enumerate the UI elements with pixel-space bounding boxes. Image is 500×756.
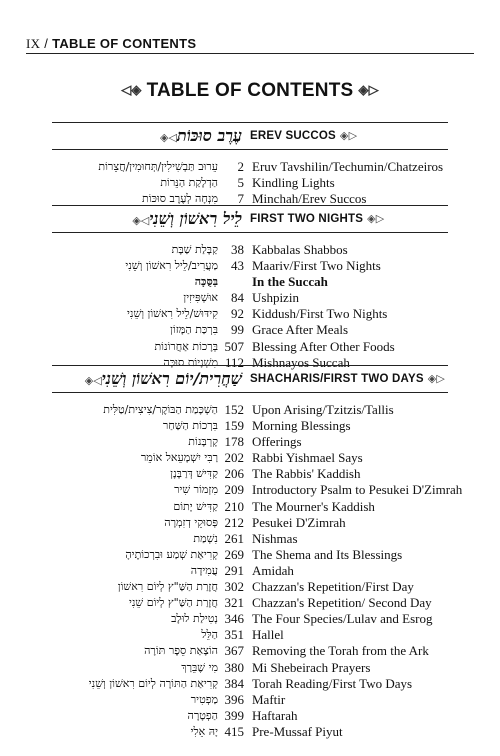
entry-english: Minchah/Erev Succos [252,191,367,207]
entry-list [52,159,448,207]
entry-english: The Mourner's Kaddish [252,498,375,514]
section-header [52,122,448,150]
entry-list [52,242,448,371]
section-header [52,205,448,233]
entry-hebrew: מִשְׁנָיוֹת סוּכָּה [163,355,218,369]
entry-hebrew: קַבָּלַת שַׁבָּת [171,243,218,256]
entry-english: Eruv Tavshilin/Techumin/Chatzeiros [252,159,444,174]
entry-hebrew: רַבִּי יִשְׁמָעֵאל אוֹמֵר [140,451,218,465]
running-head-numeral: IX [26,36,41,51]
entry-hebrew: קִידּוּשׁ/לֵיל רִאשׁוֹן וְשֵׁנִי [126,307,218,321]
entry-english: The Four Species/Lulav and Esrog [252,611,433,627]
entry-english: Torah Reading/First Two Days [252,675,413,691]
section-english-title [250,129,357,142]
entry-english: Removing the Torah from the Ark [252,643,429,659]
entry-hebrew: מִנְחָה לְעֶרֶב סוּכּוֹת [142,192,218,206]
section-hebrew-title-text: שַׁחֲרִית/יוֹם רִאשׁוֹן וְשֵׁנִי [101,369,242,388]
ornament-icon: ◈▷ [427,373,446,385]
toc-entry [52,159,448,175]
entry-page-number: 415 [224,723,244,739]
entry-page-number: 210 [224,498,244,514]
toc-entry [52,258,448,274]
toc-entry [52,175,448,191]
toc-entry [52,692,448,708]
ornament-icon: ◈▷ [339,130,358,142]
toc-entry [52,579,448,595]
toc-entry [52,611,448,627]
entry-hebrew: מַפְטִיר [190,692,218,706]
entry-hebrew: אוּשְׁפִּיזִין [183,291,218,305]
entry-hebrew: הַשְׁכָּמַת הַבּוֹקֶר/צִיצִית/טַלִּית [103,403,218,416]
entry-english: Introductory Psalm to Pesukei D'Zimrah [252,482,463,498]
entry-english: In the Succah [252,274,328,290]
entry-page-number: 351 [224,627,244,643]
section-hebrew-title-text: עֶרֶב סוּכּוֹת [176,126,242,145]
entry-page-number: 5 [237,175,244,191]
running-head-title: TABLE OF CONTENTS [52,36,197,51]
entry-english: Mishnayos Succah [252,354,350,370]
entry-page-number: 399 [224,707,244,723]
entry-page-number: 302 [224,579,244,595]
entry-english: Morning Blessings [252,418,351,434]
entry-english: Amidah [252,562,294,578]
entry-page-number: 178 [224,434,244,450]
ornament-right-icon: ◈▷ [358,82,379,97]
entry-english: Chazzan's Repetition/First Day [252,579,414,595]
toc-entry [52,660,448,676]
entry-hebrew: חֲזָרַת הַשַּׁ"ץ לְיוֹם רִאשׁוֹן [117,580,218,594]
entry-page-number: 2 [237,159,244,174]
toc-entry [52,418,448,434]
entry-page-number: 291 [224,562,244,578]
entry-hebrew: פְּסוּקֵי דְזִמְרָה [164,515,218,529]
entry-hebrew: נְטִילַת לוּלָב [171,612,218,626]
toc-entry [52,290,448,306]
top-rule [26,53,474,54]
entry-hebrew: הַדְלָקַת הַנֵּרוֹת [160,176,218,190]
entry-page-number: 380 [224,659,244,675]
entry-page-number: 269 [224,546,244,562]
section-english-title [250,212,384,225]
toc-entry [52,643,448,659]
toc-entry [52,531,448,547]
entry-page-number: 384 [224,675,244,691]
entry-english: The Rabbis' Kaddish [252,466,361,482]
page-title [0,80,500,102]
entry-english: Kindling Lights [252,175,335,191]
entry-english: Chazzan's Repetition/ Second Day [252,595,432,611]
toc-entry [52,450,448,466]
toc-entry [52,627,448,643]
entry-hebrew: הַלֵּל [201,628,218,642]
entry-english: Maariv/First Two Nights [252,258,381,274]
entry-hebrew: בְּרָכוֹת אַחֲרוֹנוֹת [154,339,218,353]
toc-entry [52,676,448,692]
entry-hebrew: חֲזָרַת הַשַּׁ"ץ לְיוֹם שֵׁנִי [128,596,218,610]
entry-hebrew: בִּרְכַּת הַמָּזוֹן [170,323,218,337]
toc-entry [52,515,448,531]
ornament-left-icon: ◁◈ [121,82,142,97]
toc-entry [52,724,448,740]
section-english-title [250,372,445,385]
entry-english: Haftarah [252,707,298,723]
entry-hebrew: קָרְבָּנוֹת [188,435,218,449]
entry-english: Kabbalas Shabbos [252,242,348,257]
entry-hebrew: מִזְמוֹר שִׁיר [174,483,218,497]
section-erev-succos [52,122,448,207]
entry-page-number: 159 [224,418,244,434]
entry-english: Offerings [252,434,302,450]
entry-page-number: 202 [224,450,244,466]
entry-hebrew: מַעֲרִיב/לֵיל רִאשׁוֹן וְשֵׁנִי [125,259,218,273]
entry-hebrew: קְרִיאַת שְׁמַע וּבִרְכוֹתֶיהָ [125,547,218,561]
section-hebrew-title [52,209,242,229]
toc-entry [52,547,448,563]
entry-page-number: 321 [224,595,244,611]
toc-entry [52,434,448,450]
entry-hebrew: קְרִיאַת הַתּוֹרָה לְיוֹם רִאשׁוֹן וְשֵׁנִי [88,676,218,690]
entry-page-number: 209 [224,482,244,498]
entry-english: Hallel [252,627,284,643]
section-first-two-nights [52,205,448,371]
entry-list [52,402,463,740]
entry-page-number: 367 [224,643,244,659]
entry-hebrew: בִּרְכוֹת הַשַּׁחַר [162,419,218,433]
section-english-title-text: EREV SUCCOS [250,130,336,142]
entry-english: Mi Shebeirach Prayers [252,659,371,675]
entry-english: The Shema and Its Blessings [252,546,403,562]
toc-entry [52,708,448,724]
entry-hebrew: קַדִּישׁ דְּרַבָּנָן [170,467,218,481]
entry-english: Kiddush/First Two Nights [252,306,388,322]
entry-hebrew: קַדִּישׁ יָתוֹם [173,499,218,513]
entry-hebrew: נִשְׁמַת [193,531,218,545]
toc-entry [52,499,448,515]
entry-hebrew: עֵרוּב תַּבְשִׁילִין/תְּחוּמִין/חֲצֵרוֹת [98,160,218,173]
entry-english: Grace After Meals [252,322,349,338]
entry-page-number: 261 [224,530,244,546]
entry-page-number: 112 [224,354,244,370]
entry-page-number: 346 [224,611,244,627]
toc-entry [52,482,463,498]
entry-page-number: 152 [224,402,244,417]
section-english-title-text: SHACHARIS/FIRST TWO DAYS [250,373,424,385]
entry-english: Nishmas [252,530,298,546]
section-hebrew-title [52,126,242,146]
entry-page-number: 92 [231,306,244,322]
entry-hebrew: יָהּ אֵלִי [190,724,218,738]
toc-entry [52,274,448,290]
entry-english: Ushpizin [252,290,299,306]
ornament-icon: ◁◈ [132,214,150,227]
toc-entry [52,563,448,579]
entry-english: Pre-Mussaf Piyut [252,723,343,739]
section-hebrew-title-text: לֵיל רִאשׁוֹן וְשֵׁנִי [149,209,242,228]
section-hebrew-title [52,369,242,389]
ornament-icon: ◈▷ [367,213,385,225]
entry-hebrew: מִי שֶׁבֵּרַךְ [181,660,218,674]
toc-entry [52,595,448,611]
entry-hebrew: הַפְטָרָה [187,708,218,722]
section-header [52,365,448,393]
entry-english: Upon Arising/Tzitzis/Tallis [252,402,394,417]
entry-english: Pesukei D'Zimrah [252,514,346,530]
entry-english: Blessing After Other Foods [252,338,395,354]
ornament-icon: ◁◈ [160,131,177,144]
entry-hebrew: בַּסֻּכָּה [194,275,218,289]
entry-page-number: 507 [224,338,244,354]
toc-entry [52,339,448,355]
ornament-icon: ◁◈ [84,374,102,387]
entry-english: Maftir [252,691,286,707]
section-english-title-text: FIRST TWO NIGHTS [250,213,364,225]
entry-hebrew: עֲמִידָה [190,563,218,577]
entry-page-number: 84 [231,290,244,306]
entry-english: Rabbi Yishmael Says [252,450,363,466]
entry-page-number: 396 [224,691,244,707]
page-title-text: TABLE OF CONTENTS [146,80,354,101]
toc-entry [52,322,448,338]
toc-entry [52,242,448,258]
entry-page-number: 212 [224,514,244,530]
section-shacharis [52,365,463,740]
entry-page-number: 43 [231,258,244,274]
entry-page-number: 38 [231,242,244,257]
toc-entry [52,306,448,322]
running-head [26,36,196,52]
toc-entry [52,402,448,418]
entry-hebrew: הוֹצָאַת סֵפֶר תּוֹרָה [144,644,218,658]
running-head-separator: / [44,36,49,51]
entry-page-number: 7 [237,191,244,207]
toc-entry [52,466,448,482]
entry-page-number: 206 [224,466,244,482]
entry-page-number: 99 [231,322,244,338]
